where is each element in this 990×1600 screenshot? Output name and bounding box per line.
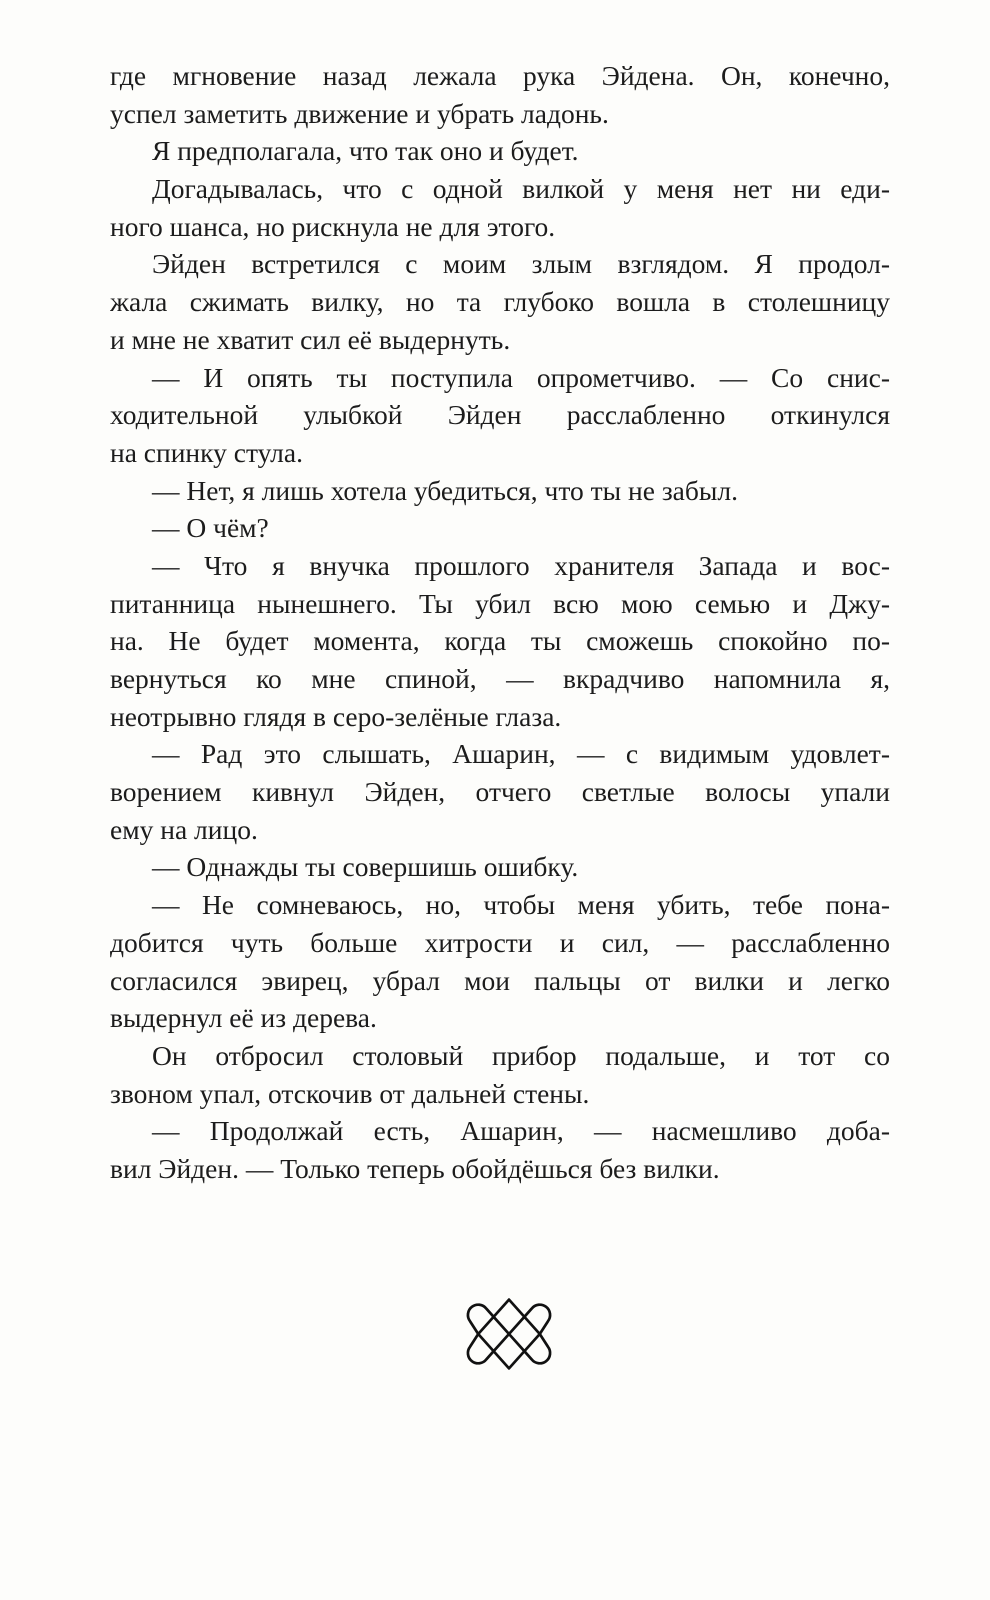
text-line: и мне не хватит сил её выдернуть.	[110, 323, 511, 355]
text-line: — Рад это слышать, Ашарин, — с видимым удовлет-	[152, 738, 890, 770]
text-line: вернуться ко мне спиной, — вкрадчиво напомнила я,	[110, 663, 890, 694]
text-line: на. Не будет момента, когда ты сможешь спокойно по-	[110, 625, 890, 657]
text-line: ходительной улыбкой Эйден расслабленно откинулся	[110, 399, 890, 431]
text-line: ного шанса, но рискнула не для этого.	[110, 210, 556, 242]
text-line: выдернул её из дерева.	[110, 1002, 377, 1034]
text-line: — Продолжай есть, Ашарин, — насмешливо доба-	[152, 1115, 890, 1147]
text-line: Эйден встретился с моим злым взглядом. Я продол-	[152, 248, 890, 280]
text-line: — Нет, я лишь хотела убедиться, что ты не забыл.	[152, 474, 738, 506]
text-line: на спинку стула.	[110, 436, 303, 468]
celtic-knot-ornament-icon	[462, 1296, 556, 1372]
text-line: добится чуть больше хитрости и сил, — расслабленно	[110, 926, 890, 958]
text-line: — Что я внучка прошлого хранителя Запада и вос-	[152, 549, 890, 581]
text-line: жала сжимать вилку, но та глубоко вошла в столешницу	[110, 286, 890, 318]
text-line: где мгновение назад лежала рука Эйдена. Он, конечно,	[110, 60, 890, 91]
text-line: — О чём?	[152, 512, 269, 544]
text-line: питанница нынешнего. Ты убил всю мою семью и Джу-	[110, 587, 890, 619]
text-line: согласился эвирец, убрал мои пальцы от вилки и легко	[110, 964, 890, 996]
book-page-text	[110, 57, 890, 1188]
text-line: — И опять ты поступила опрометчиво. — Со снис-	[152, 361, 890, 393]
text-line: — Однажды ты совершишь ошибку.	[152, 851, 579, 883]
text-line: ворением кивнул Эйден, отчего светлые волосы упали	[110, 776, 890, 808]
text-line: успел заметить движение и убрать ладонь.	[110, 97, 609, 129]
text-line: вил Эйден. — Только теперь обойдёшься без вилки.	[110, 1152, 720, 1184]
text-line: Я предполагала, что так оно и будет.	[152, 135, 579, 167]
text-line: звоном упал, отскочив от дальней стены.	[110, 1077, 590, 1109]
text-line: ему на лицо.	[110, 813, 258, 845]
text-line: Догадывалась, что с одной вилкой у меня нет ни еди-	[152, 173, 890, 205]
text-line: — Не сомневаюсь, но, чтобы меня убить, тебе пона-	[152, 889, 890, 921]
text-line: Он отбросил столовый прибор подальше, и тот со	[152, 1039, 890, 1071]
text-line: неотрывно глядя в серо-зелёные глаза.	[110, 700, 562, 732]
